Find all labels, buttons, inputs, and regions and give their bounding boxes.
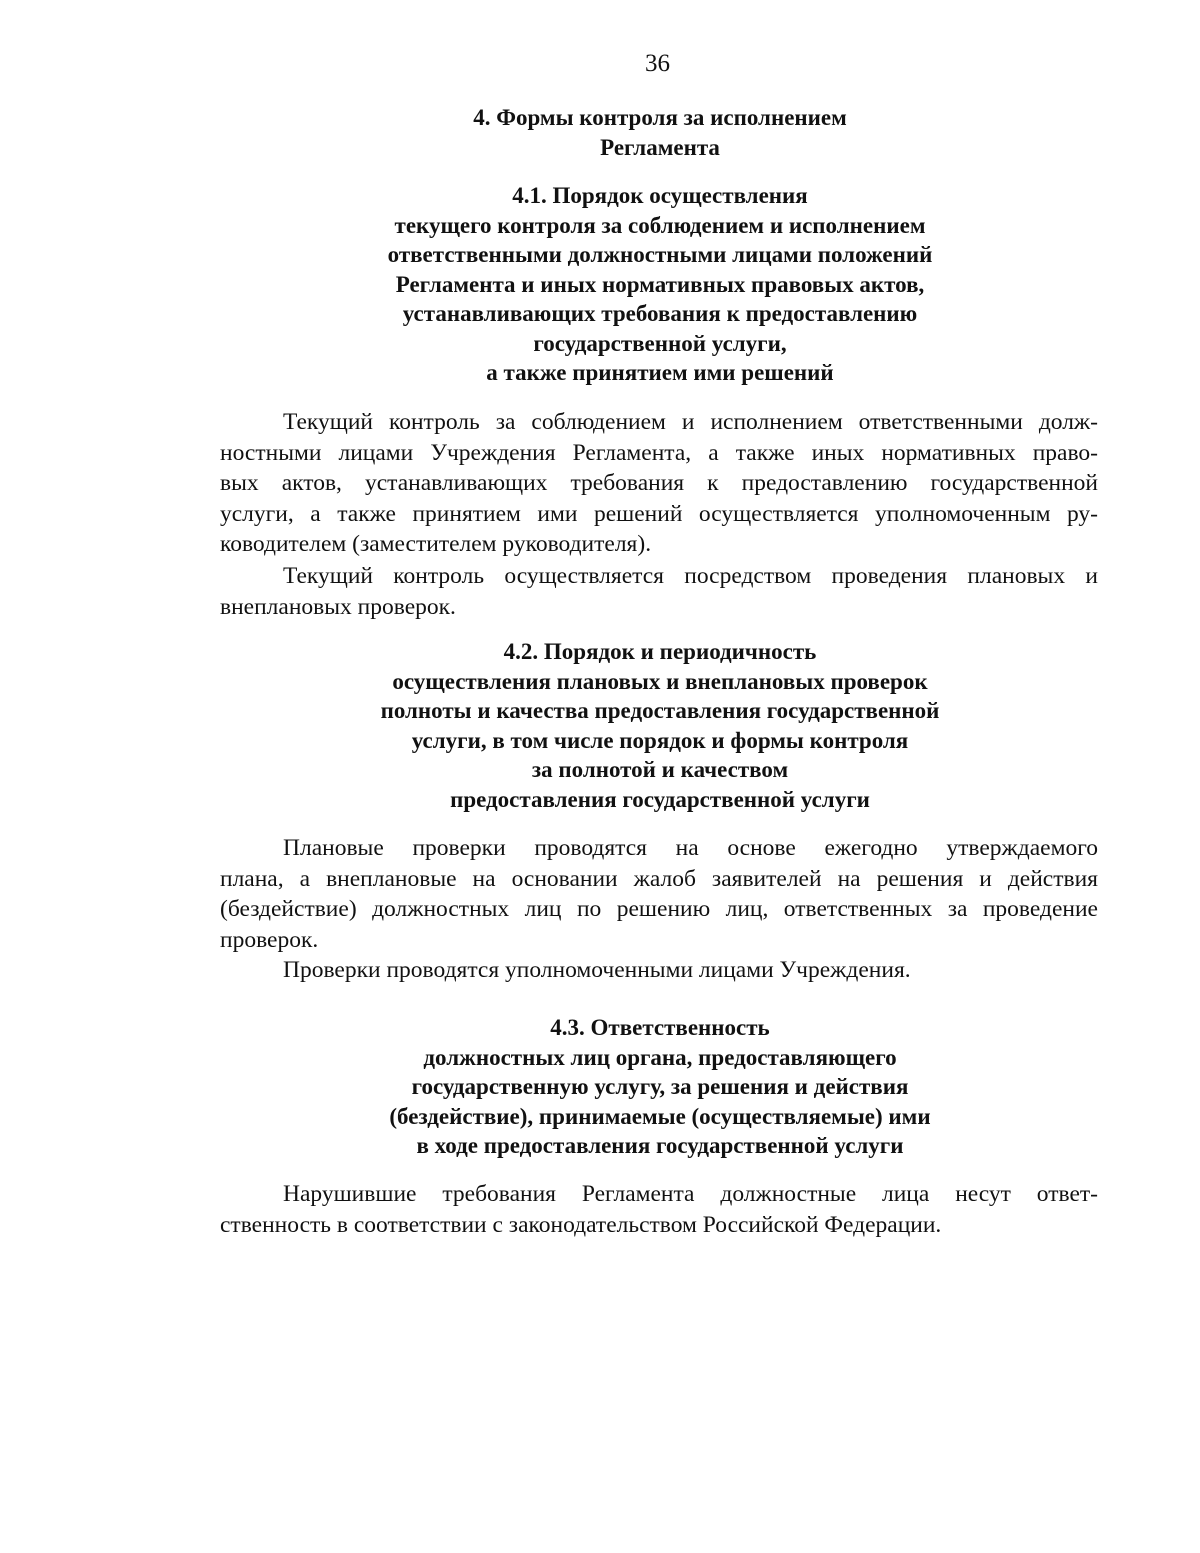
paragraph-line: ководителем (заместителем руководителя). — [220, 531, 652, 558]
section-4-1-heading-line: 4.1. Порядок осуществления — [512, 183, 808, 208]
section-4-1-heading-line: устанавливающих требования к предоставлению — [402, 301, 918, 326]
paragraph-line: внеплановых проверок. — [220, 593, 456, 620]
section-4-heading — [220, 103, 1100, 162]
section-4-2-heading-line: за полнотой и качеством — [531, 757, 789, 782]
paragraph-line: ственность в соответствии с законодательством Российской Федерации. — [220, 1211, 942, 1238]
paragraph-line: проверок. — [220, 926, 319, 953]
paragraph-line: Текущий контроль осуществляется посредством проведения плановых и — [283, 563, 1098, 589]
section-4-heading-line: 4. Формы контроля за исполнением — [473, 105, 847, 130]
paragraph-line: Текущий контроль за соблюдением и исполнением ответственными долж- — [283, 409, 1098, 435]
section-4-3-heading-line: в ходе предоставления государственной услуги — [416, 1133, 904, 1158]
paragraph-line: ностными лицами Учреждения Регламента, а также иных нормативных право- — [220, 439, 1098, 466]
section-4-2-paragraph-2 — [220, 955, 1098, 986]
section-4-2-heading-line: полноты и качества предоставления государственной — [380, 698, 940, 723]
page-number: 36 — [645, 50, 670, 77]
section-4-1-paragraph-2 — [220, 561, 1098, 622]
section-4-3-heading-line: 4.3. Ответственность — [550, 1015, 770, 1040]
section-4-2-paragraph-1 — [220, 833, 1098, 955]
paragraph-line: (бездействие) должностных лиц по решению лиц, ответственных за проведение — [220, 896, 1098, 923]
section-4-heading-line: Регламента — [600, 134, 720, 160]
section-4-1-heading — [220, 181, 1100, 388]
section-4-1-heading-line: государственной услуги, — [533, 330, 787, 356]
section-4-2-heading-line: 4.2. Порядок и периодичность — [503, 639, 817, 664]
paragraph-line: услуги, а также принятием ими решений осуществляется уполномоченным ру- — [220, 500, 1098, 527]
paragraph-line: Проверки проводятся уполномоченными лицами Учреждения. — [283, 957, 911, 983]
section-4-1-heading-line: Регламента и иных нормативных правовых актов, — [395, 271, 925, 297]
paragraph-line: Нарушившие требования Регламента должностные лица несут ответ- — [283, 1181, 1098, 1207]
section-4-3-heading-line: должностных лиц органа, предоставляющего — [423, 1044, 897, 1070]
section-4-2-heading-line: услуги, в том числе порядок и формы контроля — [411, 727, 909, 753]
section-4-3-heading-line: государственную услугу, за решения и действия — [411, 1074, 909, 1099]
section-4-2-heading — [220, 637, 1100, 814]
section-4-2-heading-line: осуществления плановых и внеплановых проверок — [392, 668, 928, 694]
section-4-3-heading-line: (бездействие), принимаемые (осуществляемые) ими — [389, 1103, 931, 1129]
section-4-1-heading-line: текущего контроля за соблюдением и исполнением — [394, 212, 926, 238]
paragraph-line: Плановые проверки проводятся на основе ежегодно утверждаемого — [283, 835, 1098, 861]
paragraph-line: плана, а внеплановые на основании жалоб заявителей на решения и действия — [220, 865, 1098, 892]
section-4-1-paragraph-1 — [220, 407, 1098, 560]
section-4-3-paragraph-1 — [220, 1179, 1098, 1240]
section-4-1-heading-line: а также принятием ими решений — [486, 360, 834, 385]
paragraph-line: вых актов, устанавливающих требования к предоставлению государственной — [220, 470, 1098, 497]
section-4-1-heading-line: ответственными должностными лицами положений — [387, 242, 933, 267]
section-4-2-heading-line: предоставления государственной услуги — [450, 786, 870, 812]
section-4-3-heading — [220, 1013, 1100, 1161]
